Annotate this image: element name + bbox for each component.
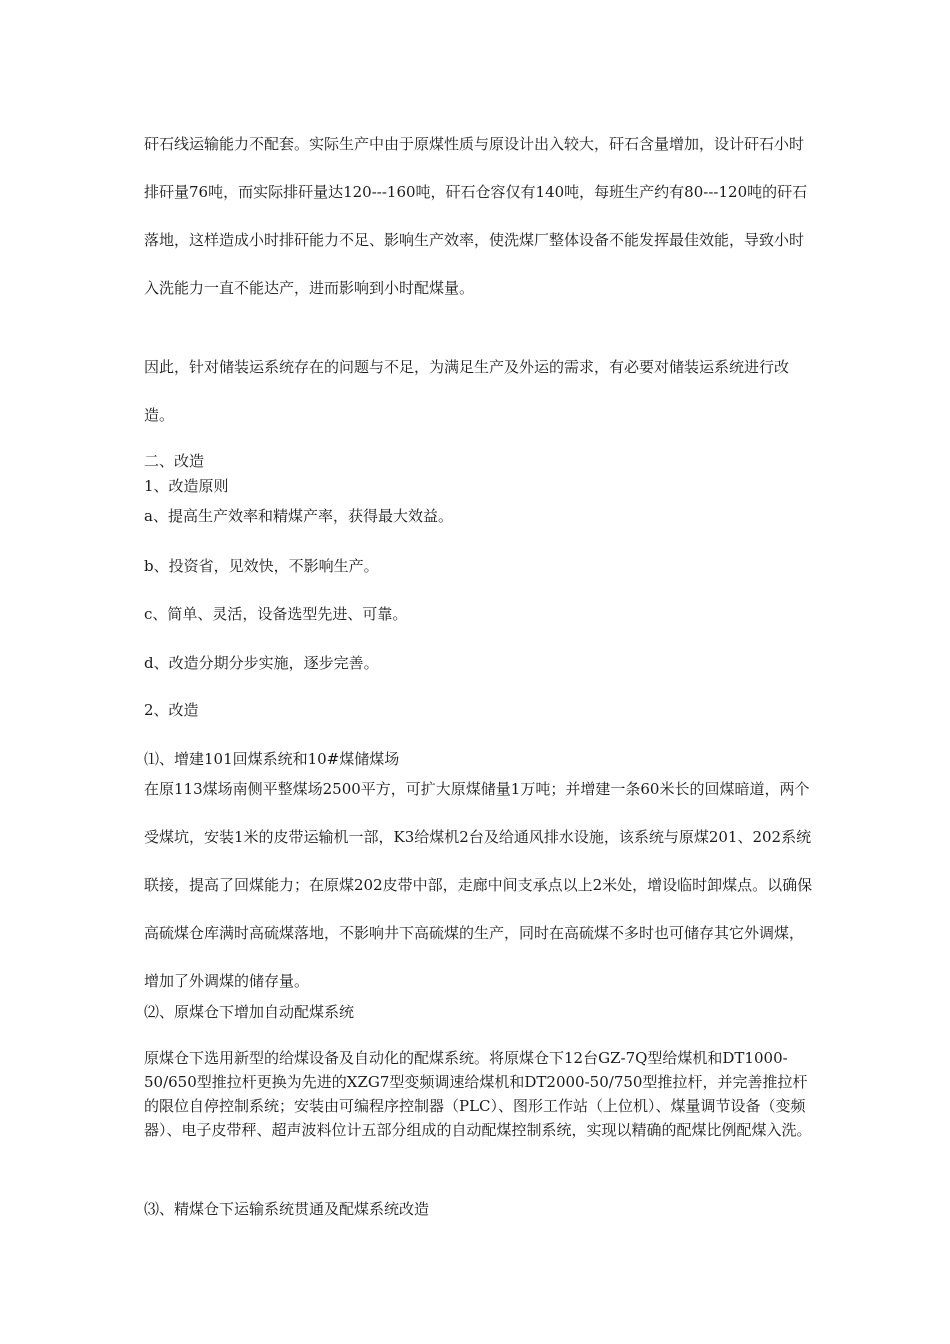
principle-c: c、简单、灵活，设备选型先进、可靠。	[144, 605, 408, 623]
principle-d: d、改造分期分步实施，逐步完善。	[144, 654, 379, 672]
heading-renovation-principles: 1、改造原则	[144, 477, 229, 495]
item1-heading: ⑴、增建101回煤系统和10#煤储煤场	[144, 750, 400, 768]
heading-renovation-items: 2、改造	[144, 701, 199, 719]
principle-b: b、投资省，见效快，不影响生产。	[144, 557, 379, 575]
paragraph-gangue-capacity: 矸石线运输能力不配套。实际生产中由于原煤性质与原设计出入较大，矸石含量增加，设计矸石小时排矸量76吨，而实际排矸量达120---160吨，矸石仓容仅有140吨，每班生产约有80---120吨的矸石落地，这样造成小时排矸能力不足、影响生产效率，使洗煤厂整体设备不能发挥最佳效能，导致小时入洗能力一直不能达产，进而影响到小时配煤量。	[144, 135, 808, 297]
paragraph-conclusion: 因此，针对储装运系统存在的问题与不足，为满足生产及外运的需求，有必要对储装运系统进行改造。	[144, 358, 790, 424]
item2-heading: ⑵、原煤仓下增加自动配煤系统	[144, 1003, 355, 1021]
item2-body: 原煤仓下选用新型的给煤设备及自动化的配煤系统。将原煤仓下12台GZ-7Q型给煤机和DT1000-50/650型推拉杆更换为先进的XZG7型变频调速给煤机和DT2000-50/750型推拉杆，并完善推拉杆的限位自停控制系统；安装由可编程序控制器（PLC）、图形工作站（上位机）、煤量调节设备（变频器）、电子皮带秤、超声波料位计五部分组成的自动配煤控制系统，实现以精确的配煤比例配煤入洗。	[144, 1049, 812, 1139]
section-heading-renovation: 二、改造	[144, 452, 205, 470]
item1-body: 在原113煤场南侧平整煤场2500平方，可扩大原煤储量1万吨；并增建一条60米长的回煤暗道，两个受煤坑，安装1米的皮带运输机一部，K3给煤机2台及给通风排水设施，该系统与原煤201、202系统联接，提高了回煤能力；在原煤202皮带中部，走廊中间支承点以上2米处，增设临时卸煤点。以确保高硫煤仓库满时高硫煤落地，不影响井下高硫煤的生产，同时在高硫煤不多时也可储存其它外调煤，增加了外调煤的储存量。	[144, 780, 813, 990]
principle-a: a、提高生产效率和精煤产率，获得最大效益。	[144, 507, 453, 525]
item3-heading: ⑶、精煤仓下运输系统贯通及配煤系统改造	[144, 1200, 430, 1218]
